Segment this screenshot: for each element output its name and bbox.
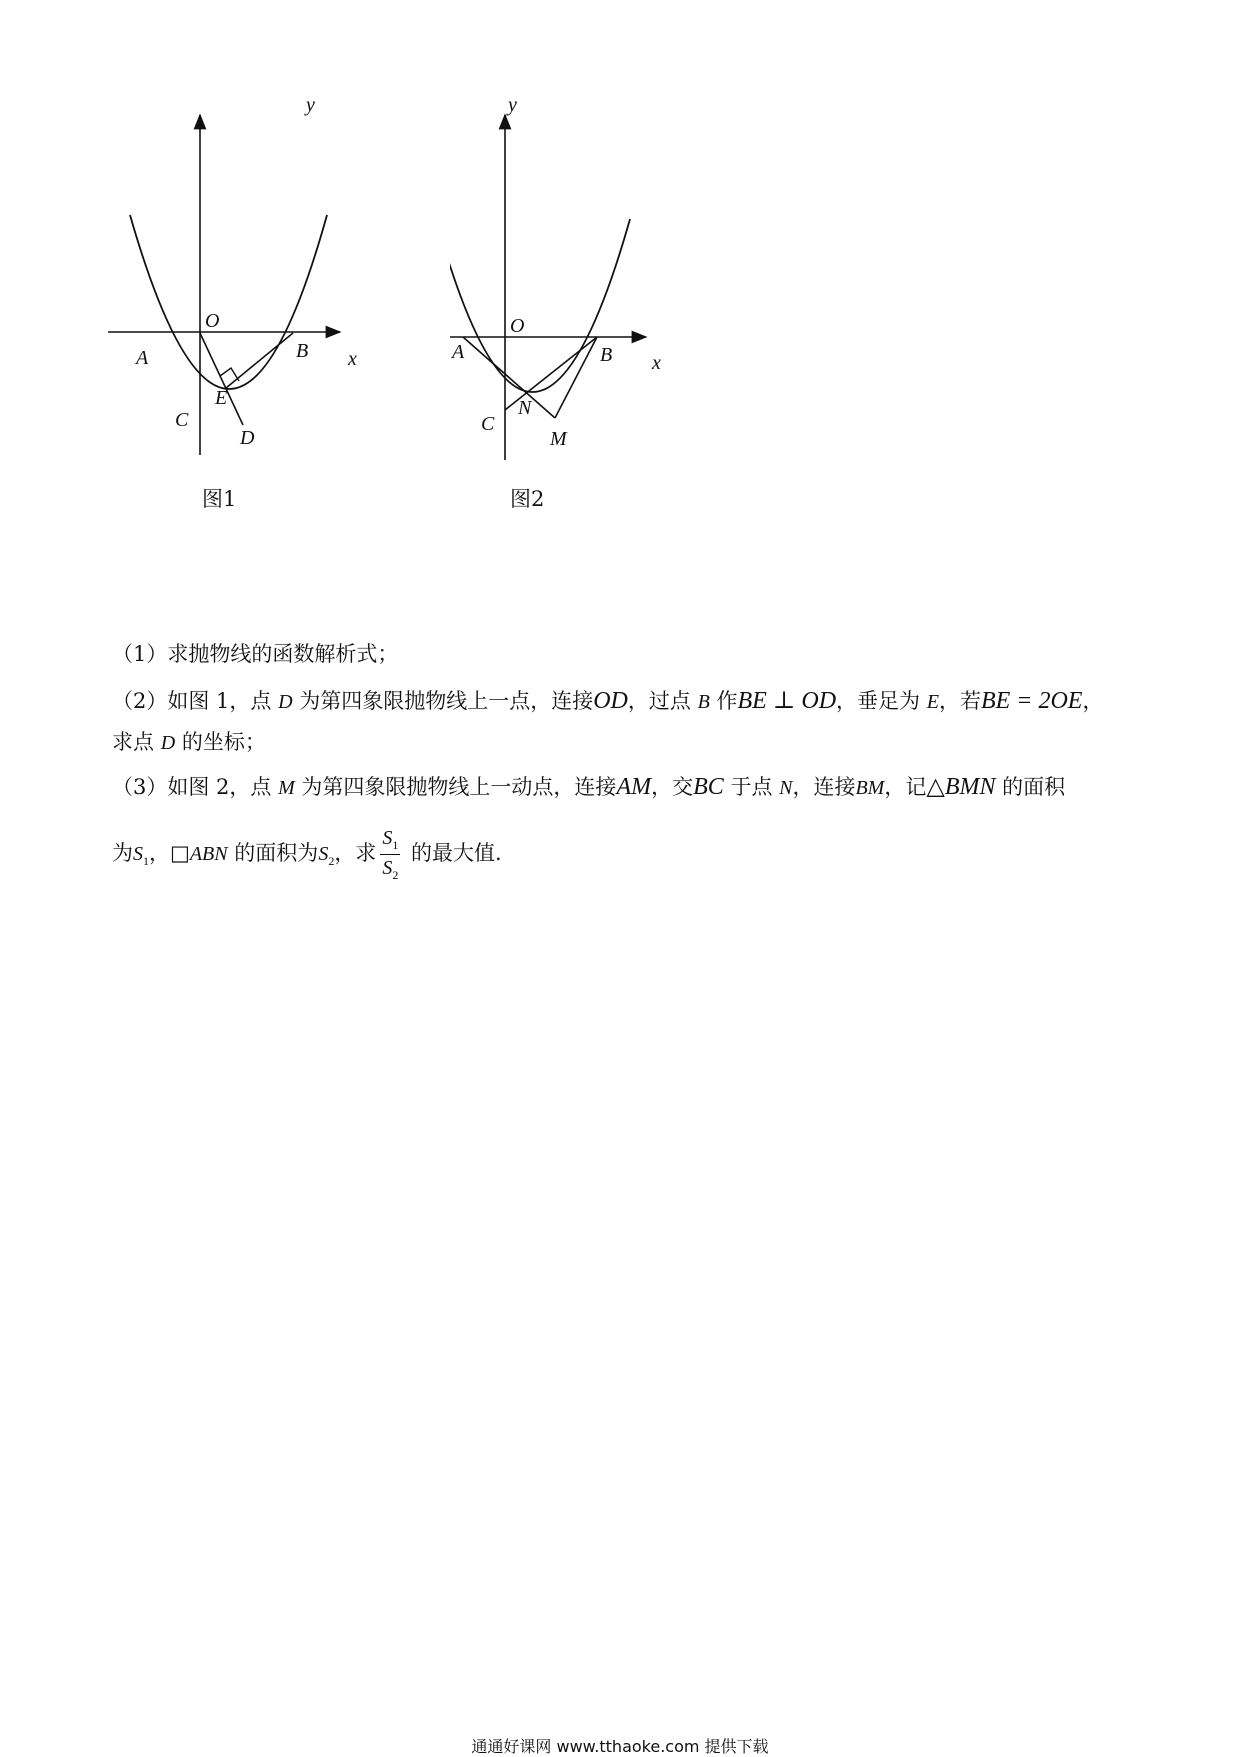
q2-text: ，过点 <box>627 689 698 713</box>
q3-text: 为 <box>112 841 133 866</box>
question-3-line-2 <box>112 827 502 882</box>
label-n: N <box>518 397 532 419</box>
label-b: B <box>600 344 613 366</box>
q2-text: （2）如图 1，点 <box>112 689 279 713</box>
q2-text: 作 <box>709 689 738 713</box>
label-y-axis: y <box>508 95 517 116</box>
q3-text: ，记 <box>884 775 927 799</box>
q3-text: 为第四象限抛物线上一动点，连接 <box>294 775 617 799</box>
q3-var-s1: $S_1$ <box>133 843 149 869</box>
q3-var-n: N <box>779 777 793 799</box>
q3-var-bc: BC <box>693 774 724 800</box>
figure-1-caption: 图1 <box>202 487 237 511</box>
q3-text: 的面积 <box>995 775 1066 799</box>
q2-equation: BE = 2OE <box>980 688 1083 714</box>
label-e: E <box>215 387 228 409</box>
question-2-line-2 <box>112 728 266 757</box>
question-3-line-1 <box>112 771 1065 805</box>
label-a: A <box>452 341 465 363</box>
q3-text: ，连接 <box>792 775 856 799</box>
figure-2-caption: 图2 <box>510 487 545 511</box>
q3-text: （3）如图 2，点 <box>112 775 279 799</box>
q3-var-bm: BM <box>855 777 885 799</box>
label-c: C <box>175 409 189 431</box>
footer-watermark: 通通好课网 www.tthaoke.com 提供下载 <box>471 1737 769 1756</box>
q2-perp-expr: BE ⊥ OD <box>737 688 837 714</box>
q2-text: 为第四象限抛物线上一点，连接 <box>292 689 594 713</box>
label-y-axis: y <box>306 95 315 116</box>
label-x-axis: x <box>348 348 357 370</box>
figure-1-diagram <box>100 95 400 515</box>
parabola-curve <box>450 219 630 392</box>
q2-var-e: E <box>926 691 939 713</box>
label-a: A <box>136 347 149 369</box>
q3-text: 于点 <box>723 775 780 799</box>
figure-2 <box>450 95 750 515</box>
q2-text: ，若 <box>938 689 981 713</box>
q2-text: 的坐标； <box>175 730 266 754</box>
q3-var-am: AM <box>616 774 652 800</box>
figure-2-diagram <box>450 95 750 515</box>
q2-text: ， <box>1082 689 1104 713</box>
q3-text: 的最大值. <box>404 841 502 866</box>
segment-be <box>226 333 293 388</box>
label-o: O <box>510 315 525 337</box>
label-d: D <box>240 427 255 449</box>
label-o: O <box>205 310 220 332</box>
q2-var-d: D <box>160 732 176 754</box>
q3-var-abn: ABN <box>189 843 228 866</box>
q3-var-m: M <box>278 777 295 799</box>
q3-text: ， <box>149 841 170 866</box>
q3-text: 的面积为 <box>227 841 319 866</box>
q2-text: ，垂足为 <box>836 689 927 713</box>
q3-text: ，求 <box>334 841 377 866</box>
figure-1 <box>100 95 400 515</box>
q3-var-s2: $S_2$ <box>318 843 335 869</box>
label-b: B <box>296 340 309 362</box>
label-x-axis: x <box>652 352 661 374</box>
question-1-text: （1）求抛物线的函数解析式； <box>112 642 399 666</box>
q3-triangle-bmn: △BMN <box>926 774 996 800</box>
q2-var-d: D <box>278 691 293 713</box>
q3-text: ，交 <box>651 775 694 799</box>
q3-fraction-s1-over-s2: $\frac{S_1}{S_2}$ <box>382 827 399 883</box>
q2-var-od: OD <box>593 688 628 714</box>
q3-missing-glyph: □ <box>170 841 190 866</box>
label-c: C <box>481 413 495 435</box>
q2-var-b: B <box>697 691 710 713</box>
question-2-line-1 <box>112 685 1103 719</box>
question-1 <box>112 640 398 669</box>
parabola-curve <box>130 215 327 389</box>
label-m: M <box>550 428 567 450</box>
q2-text: 求点 <box>112 730 161 754</box>
